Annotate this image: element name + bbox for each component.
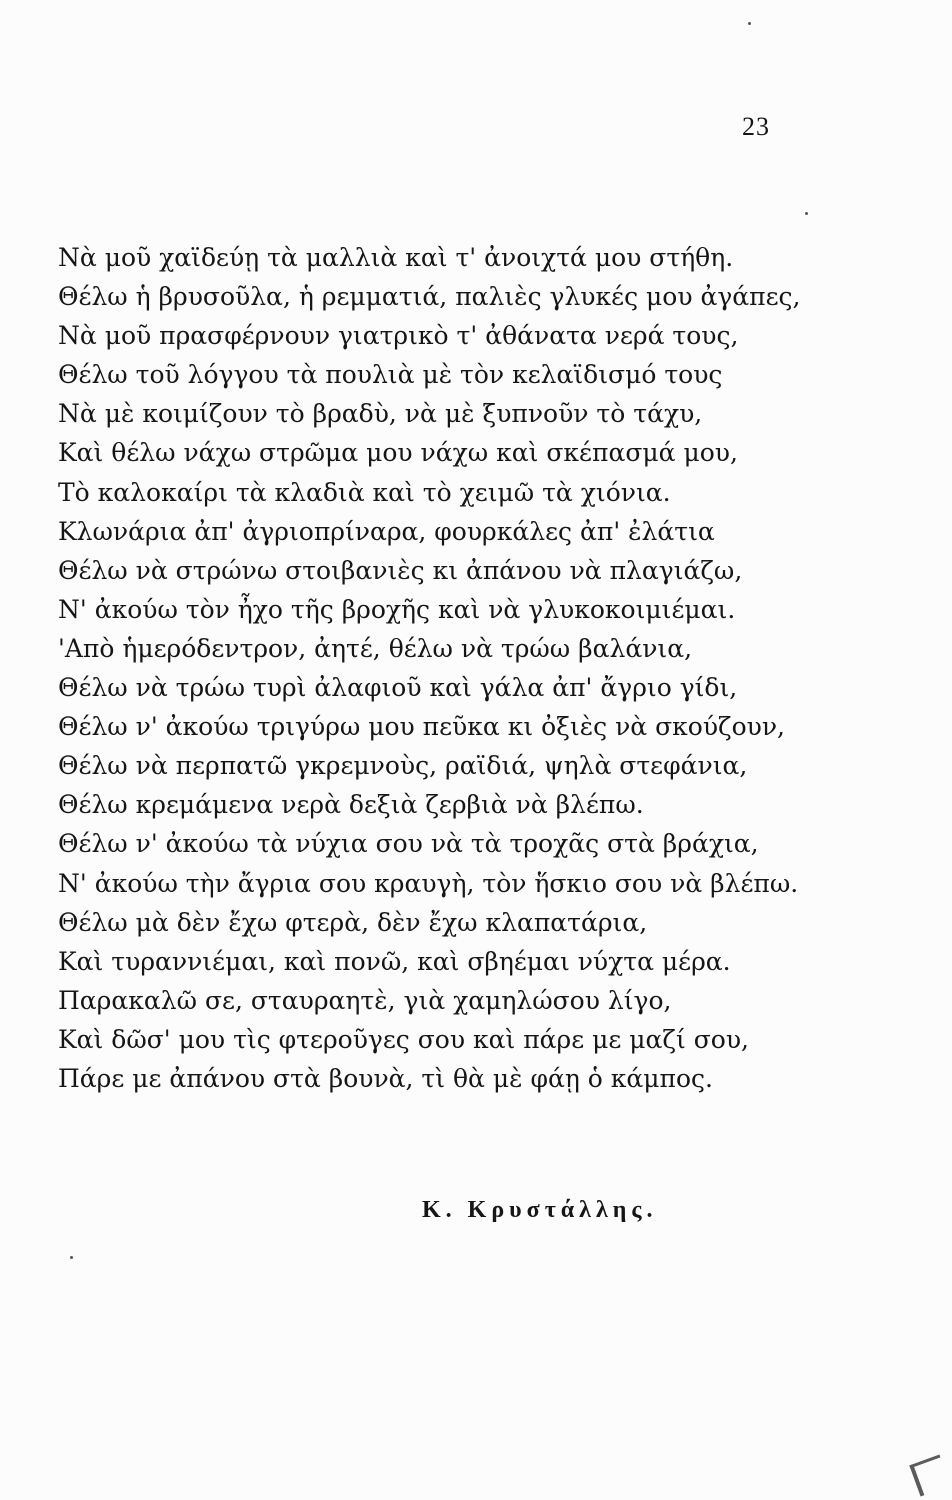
poem-line: Νὰ μὲ κοιμίζουν τὸ βραδὺ, νὰ μὲ ξυπνοῦν τὸ τάχυ,: [58, 399, 703, 429]
ink-speck: [70, 1256, 73, 1259]
poem-line: Καὶ θέλω νάχω στρῶμα μου νάχω καὶ σκέπασμά μου,: [58, 438, 738, 468]
poem-line: Θέλω ν' ἀκούω τὰ νύχια σου νὰ τὰ τροχᾶς στὰ βράχια,: [58, 829, 759, 859]
poem-line: Ν' ἀκούω τὴν ἄγρια σου κραυγὴ, τὸν ἥσκιο σου νὰ βλέπω.: [58, 868, 799, 898]
poem-line: Θέλω νὰ περπατῶ γκρεμνοὺς, ραϊδιά, ψηλὰ στεφάνια,: [58, 751, 748, 781]
poem-line: Θέλω νὰ στρώνω στοιβανιὲς κι ἀπάνου νὰ πλαγιάζω,: [58, 555, 743, 585]
page-number: 23: [742, 112, 770, 141]
poem-line: Παρακαλῶ σε, σταυραητὲ, γιὰ χαμηλώσου λίγο,: [58, 985, 672, 1015]
poem-line: Πάρε με ἀπάνου στὰ βουνὰ, τὶ θὰ μὲ φάῃ ὁ κάμπος.: [58, 1063, 713, 1093]
poem-line: 'Απὸ ἡμερόδεντρον, ἀητέ, θέλω νὰ τρώω βαλάνια,: [58, 633, 693, 663]
poem-body: [58, 238, 801, 1098]
poem-line: Θέλω κρεμάμενα νερὰ δεξιὰ ζερβιὰ νὰ βλέπω.: [58, 790, 644, 820]
author-signature: Κ. Κρυστάλλης.: [422, 1197, 658, 1223]
poem-line: Τὸ καλοκαίρι τὰ κλαδιὰ καὶ τὸ χειμῶ τὰ χιόνια.: [58, 477, 671, 507]
ink-speck: [805, 212, 808, 215]
page-corner-mark: [909, 1455, 950, 1497]
poem-line: Θέλω τοῦ λόγγου τὰ πουλιὰ μὲ τὸν κελαϊδισμό τους: [58, 360, 723, 390]
poem-line: Νὰ μοῦ πρασφέρνουν γιατρικὸ τ' ἀθάνατα νερά τους,: [58, 321, 739, 351]
poem-line: Θέλω μὰ δὲν ἔχω φτερὰ, δὲν ἔχω κλαπατάρια,: [58, 907, 648, 937]
poem-line: Θέλω ἡ βρυσοῦλα, ἡ ρεμματιά, παλιὲς γλυκές μου ἀγάπες,: [58, 282, 801, 312]
poem-line: Νὰ μοῦ χαϊδεύῃ τὰ μαλλιὰ καὶ τ' ἀνοιχτά μου στήθη.: [58, 243, 734, 272]
poem-line: Θέλω νὰ τρώω τυρὶ ἀλαφιοῦ καὶ γάλα ἀπ' ἄγριο γίδι,: [58, 673, 738, 703]
poem-line: Θέλω ν' ἀκούω τριγύρω μου πεῦκα κι ὀξιὲς νὰ σκούζουν,: [58, 712, 785, 742]
poem-line: Καὶ δῶσ' μου τὶς φτεροῦγες σου καὶ πάρε με μαζί σου,: [58, 1024, 749, 1054]
poem-line: Ν' ἀκούω τὸν ἦχο τῆς βροχῆς καὶ νὰ γλυκοκοιμιέμαι.: [58, 594, 736, 624]
ink-speck: [748, 22, 751, 25]
poem-line: Καὶ τυραννιέμαι, καὶ πονῶ, καὶ σβηέμαι νύχτα μέρα.: [58, 946, 731, 976]
poem-line: Κλωνάρια ἀπ' ἀγριοπρίναρα, φουρκάλες ἀπ' ἐλάτια: [58, 516, 715, 546]
